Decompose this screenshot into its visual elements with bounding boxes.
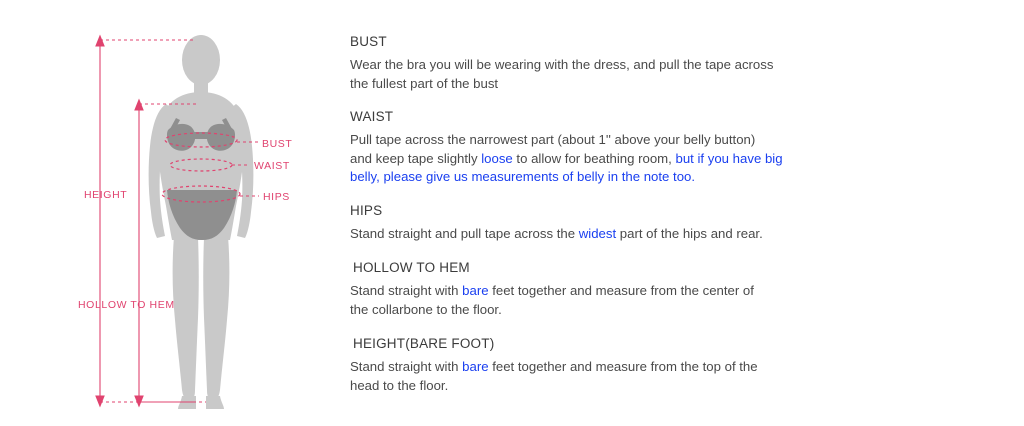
- body-text: the fullest part of the bust: [350, 75, 499, 91]
- section-title: HOLLOW TO HEM: [353, 260, 470, 275]
- body-text: feet together and measure from the top of the: [488, 359, 758, 374]
- diagram-label-waist: WAIST: [254, 160, 290, 172]
- section-body: [350, 282, 1010, 319]
- section-title: HEIGHT(BARE FOOT): [353, 336, 495, 351]
- highlighted-text: widest: [578, 225, 617, 241]
- section-body: [350, 358, 1010, 395]
- body-text: Stand straight and pull tape across the: [350, 225, 579, 241]
- section-body: [350, 56, 1010, 93]
- diagram-label-bust: BUST: [262, 138, 293, 150]
- body-text: Stand straight with: [350, 283, 463, 298]
- diagram-label-height: HEIGHT: [84, 189, 128, 201]
- section-title: WAIST: [350, 109, 394, 124]
- diagram-label-hips: HIPS: [263, 191, 290, 203]
- instruction-section: [350, 336, 1010, 395]
- instruction-section: [350, 34, 1010, 93]
- instruction-section: [350, 260, 1010, 319]
- body-text: Wear the bra you will be wearing with the dress, and pull the tape across: [350, 57, 774, 72]
- instruction-section: [350, 203, 1010, 244]
- measurement-figure-panel: [0, 0, 330, 426]
- body-text: and keep tape slightly: [350, 150, 482, 166]
- section-body: [350, 131, 1010, 187]
- highlighted-text: loose: [481, 150, 513, 166]
- body-text: head to the floor.: [350, 377, 449, 393]
- body-measurement-diagram: [0, 0, 330, 426]
- body-text: Stand straight with: [350, 359, 463, 374]
- body-text: part of the hips and rear.: [616, 225, 763, 241]
- highlighted-text: belly, please give us measurements of belly in the note too.: [350, 169, 696, 184]
- section-body: [350, 225, 1010, 244]
- highlighted-text: but if you have big: [675, 150, 783, 166]
- highlighted-text: bare: [462, 359, 489, 374]
- body-text: to allow for beathing room,: [512, 150, 676, 166]
- body-text: Pull tape across the narrowest part (about 1'' above your belly button): [350, 132, 756, 147]
- section-title: HIPS: [350, 202, 383, 218]
- body-text: feet together and measure from the center of: [488, 283, 754, 298]
- diagram-label-hollow-to-hem: HOLLOW TO HEM: [78, 299, 175, 311]
- highlighted-text: bare: [462, 283, 489, 298]
- instructions-panel: [350, 34, 1010, 395]
- instruction-section: [350, 109, 1010, 187]
- body-text: the collarbone to the floor.: [350, 301, 502, 317]
- section-title: BUST: [350, 34, 387, 49]
